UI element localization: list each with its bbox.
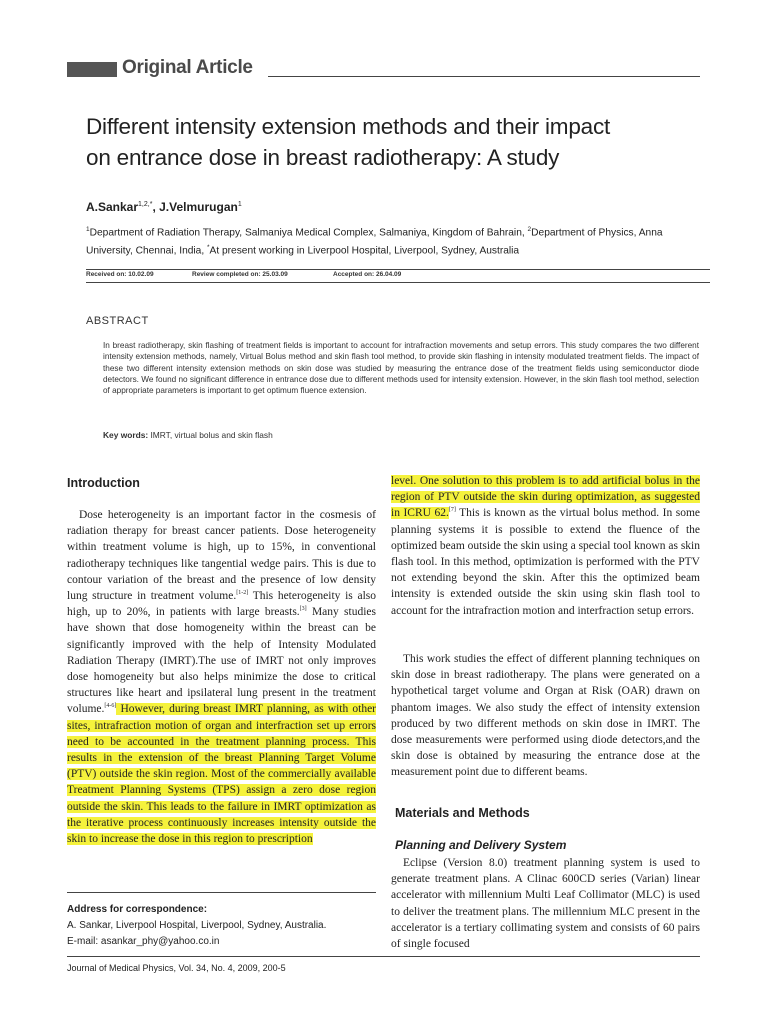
title-line-2: on entrance dose in breast radiotherapy: A study [86,145,560,170]
correspondence-heading: Address for correspondence: [67,904,208,915]
author-1-affil: 1,2,* [138,201,153,208]
author-1: A.Sankar [86,200,139,214]
dates-rule-bottom [86,282,710,283]
dates-rule-top [86,269,710,270]
title-line-1: Different intensity extension methods and their impact [86,114,611,139]
correspondence-address: A. Sankar, Liverpool Hospital, Liverpool, Sydney, Australia. [67,920,327,931]
abstract-heading: ABSTRACT [86,315,149,327]
methods-subheading: Planning and Delivery System [395,838,567,852]
highlighted-text: level. One solution to this problem is to add artificial bolus in the region of PTV outside the skin during optimization, as suggested in ICRU 62. [391,475,700,520]
article-title [86,111,726,173]
correspondence [67,902,326,950]
journal-citation: Journal of Medical Physics, Vol. 34, No. 4, 2009, 200-5 [67,963,286,973]
highlighted-text: However, during breast IMRT planning, as with other sites, intrafraction motion of organ and interfraction set up errors need to be accounted in the treatment planning process. This results in the extension of the breast Planning Target Volume (PTV) outside the skin region. Most of the commercially available Treatment Planning Systems (TPS) assign a zero dose region outside the skin. This leads to the failure in IMRT optimization as the iterative process continuously increases intensity outside the skin to increase the dose in this region to prescription [67,703,376,846]
authors: A.Sankar$^{1,2,*}$, J.Velmurugan$^1$ [86,200,242,214]
author-2: J.Velmurugan [159,200,238,214]
correspondence-rule [67,892,376,893]
methods-heading: Materials and Methods [395,806,530,820]
citation-ref: [7] [448,507,456,514]
introduction-paragraph-1: Dose heterogeneity is an important factor in the cosmesis of radiation therapy for breast cancer patients. Dose heterogeneity within treatment volume is high, up to 15%, in conventional radiotherapy techniques like tangential wedge pairs. This is due to contour variation of the breast and the presence of low density lung structure in treatment volume.[1-2] This heterogeneity is also high, up to 20%, in patients with large breasts.[3] Many studies have shown that dose homogeneity within the breast can be significantly improved with the help of Intensity Modulated Radiation Therapy (IMRT).The use of IMRT not only improves dose homogeneity but also helps minimize the dose to critical structures like heart and ipsilateral lung present in the treatment volume.[4-6] However, during breast IMRT planning, as with other sites, intrafraction motion of organ and interfraction set up errors need to be accounted in the treatment planning process. This results in the extension of the breast Planning Target Volume (PTV) outside the skin region. Most of the commercially available Treatment Planning Systems (TPS) assign a zero dose region outside the skin. This leads to the failure in IMRT optimization as the iterative process continuously increases intensity outside the skin to increase the dose in this region to prescription [67,509,376,846]
accepted-date: Accepted on: 26.04.09 [333,271,402,278]
author-2-affil: 1 [237,201,242,208]
introduction-heading: Introduction [67,476,140,490]
section-label: Original Article [122,57,253,78]
introduction-continued: level. One solution to this problem is to add artificial bolus in the region of PTV outside the skin during optimization, as suggested in ICRU 62.[7] This is known as the virtual bolus method. In some planning systems it is possible to extend the fluence of the optimized beam outside the skin using a special tool known as skin flash tool. In this method, optimization is performed with the PTV not extending beyond the skin. After this the optimized beam intensity is extended outside the skin using skin flash tool to account for the intrafraction motion and interfraction setup errors. [391,475,700,617]
introduction-paragraph-2: This work studies the effect of different planning techniques on skin dose in breast radiotherapy. The plans were generated on a hypothetical target volume and Organ at Risk (OAR) drawn on phantom images. We also study the effect of intensity extension produced by two different methods on skin dose in IMRT. The dose measurements were performed using diode detectors,and the skin dose is obtained by measuring the entrance dose at the measurement point due to different beams. [391,653,700,779]
received-date: Received on: 10.02.09 [86,271,154,278]
correspondence-email: E-mail: asankar_phy@yahoo.co.in [67,936,220,947]
citation-ref: [4-6] [104,703,117,710]
affiliations: $^1$Department of Radiation Therapy, Salmaniya Medical Complex, Salmaniya, Kingdom of Bahrain, $^2$Department of Physics, Anna University, Chennai, India, *At present working in Liverpool Hospital, Liverpool, Sydney, Australia [86,226,663,257]
review-date: Review completed on: 25.03.09 [192,271,288,278]
abstract-text: In breast radiotherapy, skin flashing of treatment fields is important to account for intrafraction movements and setup errors. This study compares the two different intensity extension methods, namely, Virtual Bolus method and skin flash tool method, to provide skin flashing in intensity modulated treatment fields. The impact of these two different intensity extension methods on skin dose was studied by measuring the entrance dose of the treatment fields using semiconductor diode detectors. We found no significant difference in entrance dose due to different methods used for intensity extension. However, in the skin flash tool method, selection of appropriate parameters is important to get optimum fluence extension. [103,341,699,396]
citation-ref: [1-2] [236,590,249,597]
citation-ref: [3] [299,606,307,613]
section-bar [67,62,117,77]
footer-rule [67,956,700,957]
keywords: Key words: IMRT, virtual bolus and skin flash [103,430,273,440]
methods-paragraph-1: Eclipse (Version 8.0) treatment planning system is used to generate treatment plans. A Clinac 600CD series (Varian) linear accelerator with millennium Multi Leaf Collimator (MLC) is used to deliver the treatment plans. The millennium MLC present in the accelerator is a tertiary collimating system and consists of 60 pairs of single focused [391,857,700,951]
section-rule [268,76,700,77]
